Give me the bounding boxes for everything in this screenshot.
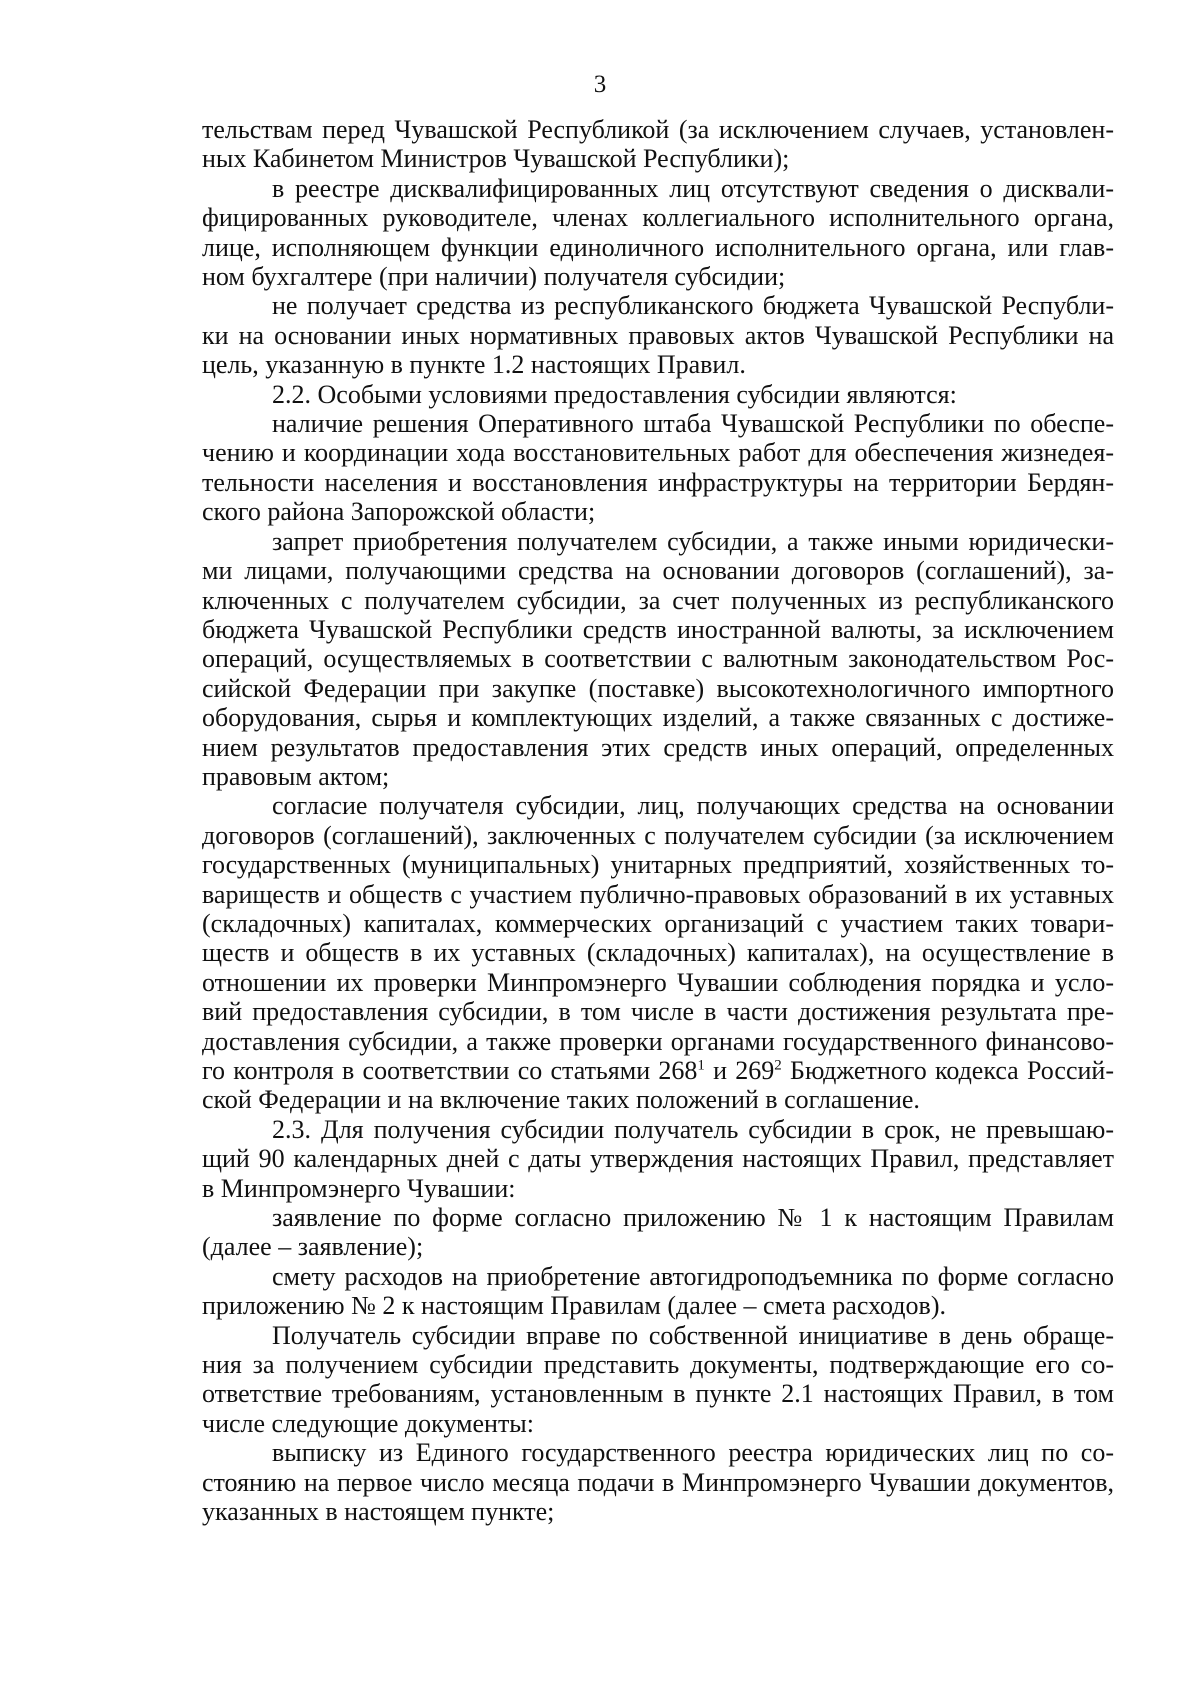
text-line [202,674,1114,703]
text-line [202,880,1114,909]
text-line [202,438,1114,467]
document-body [202,115,1114,1527]
text-line [202,262,1114,291]
text-line-content: стоянию на первое число месяца подачи в Минпромэнерго Чувашии документов, [202,1467,1114,1497]
text-line [202,1056,1114,1085]
text-line [202,1291,1114,1320]
text-line-content: ского района Запорожской области; [202,497,596,527]
text-line-content: указанных в настоящем пункте; [202,1497,555,1527]
text-line-content: бюджета Чувашской Республики средств иностранной валюты, за исключением [202,614,1114,644]
text-line [202,115,1114,144]
text-line-content: вий предоставления субсидии, в том числе в части достижения результата пре- [202,997,1114,1027]
text-line-content: смету расходов на приобретение автогидроподъемника по форме согласно [272,1261,1114,1291]
text-line-content: ответствие требованиям, установленным в пункте 2.1 настоящих Правил, в том [202,1379,1114,1409]
text-line-content: запрет приобретения получателем субсидии, а также иными юридически- [272,526,1114,556]
text-line-content: ки на основании иных нормативных правовых актов Чувашской Республики на [202,320,1114,350]
text-line [202,1174,1114,1203]
text-line [202,586,1114,615]
text-line [202,1468,1114,1497]
text-line [202,938,1114,967]
text-line-content: ключенных с получателем субсидии, за счет полученных из республиканского [202,585,1114,615]
text-line-content: числе следующие документы: [202,1408,534,1438]
text-line [202,350,1114,379]
page-number: 3 [593,71,607,98]
text-line [202,144,1114,173]
text-line-content: наличие решения Оперативного штаба Чувашской Республики по обеспе- [272,409,1114,439]
text-line-content: в Минпромэнерго Чувашии: [202,1173,516,1203]
text-line [202,762,1114,791]
text-line-content: ской Федерации и на включение таких положений в соглашение. [202,1085,920,1115]
text-line-content: Бюджетного кодекса Россий- [781,1056,1114,1085]
text-line [202,1321,1114,1350]
text-line-content: ми лицами, получающими средства на основании договоров (соглашений), за- [202,556,1114,586]
text-line-content: тельствам перед Чувашской Республикой (за исключением случаев, установлен- [202,115,1114,144]
text-line-content: цель, указанную в пункте 1.2 настоящих Правил. [202,350,746,380]
text-line [202,1203,1114,1232]
text-line [202,291,1114,320]
text-line-content: выписку из Единого государственного реестра юридических лиц по со- [272,1438,1114,1468]
text-line-content: нием результатов предоставления этих средств иных операций, определенных [202,732,1114,762]
text-line-content: ществ и обществ в их уставных (складочных) капиталах), на осуществление в [202,938,1114,968]
text-line-content: договоров (соглашений), заключенных с получателем субсидии (за исключением [202,820,1114,850]
text-line-content: чению и координации хода восстановительных работ для обеспечения жизнедея- [202,438,1114,468]
text-line-content: ния за получением субсидии представить документы, подтверждающие его со- [202,1350,1114,1380]
text-line-content: Получатель субсидии вправе по собственной инициативе в день обраще- [272,1320,1114,1350]
text-line [202,733,1114,762]
text-line [202,174,1114,203]
text-line [202,527,1114,556]
text-line-content: (далее – заявление); [202,1232,424,1262]
text-line-content: в реестре дисквалифицированных лиц отсутствуют сведения о дисквали- [272,173,1114,203]
text-line-content: ных Кабинетом Министров Чувашской Республики); [202,144,790,174]
footnote-superscript: 1 [697,1057,705,1074]
text-line-content: щий 90 календарных дней с даты утверждения настоящих Правил, представляет [202,1144,1114,1174]
text-line [202,1409,1114,1438]
text-line-content: согласие получателя субсидии, лиц, получающих средства на основании [272,791,1114,821]
text-line [202,233,1114,262]
text-line-content: 2.3. Для получения субсидии получатель субсидии в срок, не превышаю- [272,1114,1114,1144]
text-line [202,1144,1114,1173]
text-line [202,1350,1114,1379]
text-line-content: приложению № 2 к настоящим Правилам (далее – смета расходов). [202,1291,946,1321]
text-line [202,1497,1114,1526]
footnote-superscript: 2 [774,1057,782,1074]
text-line [202,1262,1114,1291]
text-line-content: оборудования, сырья и комплектующих изделий, а также связанных с достиже- [202,703,1114,733]
text-line-content: и 269 [704,1056,775,1085]
text-line-content: не получает средства из республиканского бюджета Чувашской Республи- [272,291,1114,321]
text-line [202,203,1114,232]
text-line [202,497,1114,526]
text-line [202,1115,1114,1144]
text-line [202,556,1114,585]
text-line [202,409,1114,438]
text-line-content: заявление по форме согласно приложению № 1 к настоящим Правилам [272,1203,1114,1233]
text-line-content: фицированных руководителе, членах коллегиального исполнительного органа, [202,203,1114,233]
text-line-content: (складочных) капиталах, коммерческих организаций с участием таких товари- [202,908,1114,938]
text-line-content: лице, исполняющем функции единоличного исполнительного органа, или глав- [202,232,1114,262]
text-line-content: отношении их проверки Минпромэнерго Чувашии соблюдения порядка и усло- [202,967,1114,997]
text-line-content: ном бухгалтере (при наличии) получателя субсидии; [202,262,786,292]
text-line [202,1027,1114,1056]
text-line-content: 2.2. Особыми условиями предоставления субсидии являются: [272,379,957,409]
text-line [202,1232,1114,1261]
text-line [202,791,1114,820]
text-line-content: доставления субсидии, а также проверки органами государственного финансово- [202,1026,1114,1056]
text-line [202,644,1114,673]
text-line [202,321,1114,350]
text-line [202,909,1114,938]
text-line-content: сийской Федерации при закупке (поставке) высокотехнологичного импортного [202,673,1114,703]
text-line [202,997,1114,1026]
text-line-content: тельности населения и восстановления инфраструктуры на территории Бердян- [202,467,1114,497]
text-line [202,1379,1114,1408]
text-line [202,615,1114,644]
text-line [202,468,1114,497]
text-line [202,968,1114,997]
text-line [202,380,1114,409]
text-line [202,821,1114,850]
text-line [202,703,1114,732]
text-line [202,850,1114,879]
text-line-content: вариществ и обществ с участием публично-правовых образований в их уставных [202,879,1114,909]
text-line [202,1085,1114,1114]
text-line [202,1438,1114,1467]
text-line-content: государственных (муниципальных) унитарных предприятий, хозяйственных то- [202,850,1114,880]
text-line-content: го контроля в соответствии со статьями 268 [202,1056,698,1085]
text-line-content: правовым актом; [202,761,390,791]
text-line-content: операций, осуществляемых в соответствии с валютным законодательством Рос- [202,644,1114,674]
